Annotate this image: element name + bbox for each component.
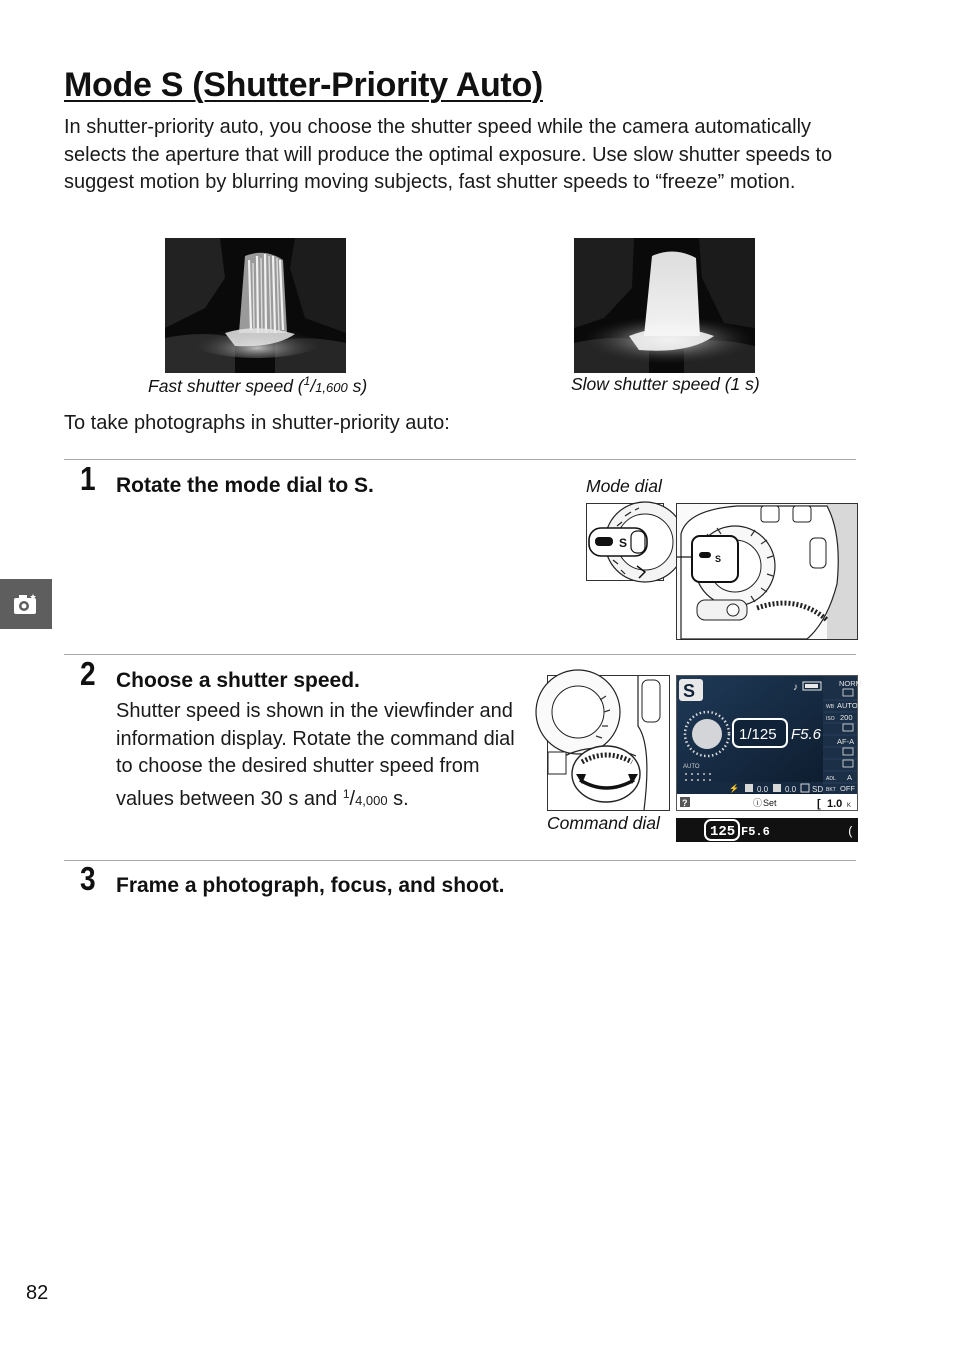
information-display [676,675,862,811]
svg-text:♪: ♪ [793,682,798,693]
slow-shutter-caption: Slow shutter speed (1 s) [571,374,760,394]
step-divider [64,654,856,655]
slow-shutter-photo [574,238,755,373]
step-divider [64,860,856,861]
display-set: Set [763,798,777,808]
mode-dial-closeup [586,503,664,581]
display-quality: NORM [839,679,862,688]
svg-text:S: S [715,554,722,564]
svg-text:ISO: ISO [826,716,835,722]
step-2-body: Shutter speed is shown in the viewfinder and information display. Rotate the command dial to choose the desired shutter speed from values between 30 s and $^1$/4,000 s. [116,700,515,810]
svg-text:ADL: ADL [826,776,836,782]
display-shots-unit: K [847,803,852,809]
display-auto: AUTO [683,764,700,770]
step-2-heading: Choose a shutter speed. [116,669,360,692]
command-dial-illustration [547,675,670,811]
section-tab [0,579,52,629]
camera-icon [13,593,39,615]
display-iso: 200 [840,713,853,722]
display-wb: AUTO [837,701,858,710]
lead-text: To take photographs in shutter-priority auto: [64,412,450,434]
svg-text:S: S [619,536,628,550]
svg-text:ⓘ: ⓘ [753,798,763,808]
fast-shutter-photo [165,238,346,373]
page-number: 82 [26,1282,49,1304]
step-2-number: 2 [80,655,96,692]
display-adl: A [847,773,853,782]
svg-text:BKT: BKT [826,787,836,793]
mode-dial-label: Mode dial [586,476,662,496]
fast-shutter-caption: Fast shutter speed ($^1$/1,600 s) [148,374,368,396]
step-1-heading: Rotate the mode dial to S. [116,474,374,497]
svg-text:⚡: ⚡ [729,784,739,793]
display-aperture: F5.6 [791,726,822,743]
svg-text:(: ( [847,825,855,839]
display-shutter: 1/125 [739,726,777,743]
display-card: SD [812,785,824,794]
viewfinder-shutter: 125 [710,824,736,840]
step-3-heading: Frame a photograph, focus, and shoot. [116,874,505,897]
display-bkt: OFF [840,784,855,793]
svg-text:[: [ [817,798,821,810]
camera-top-illustration [676,503,858,640]
display-mode: S [683,681,696,701]
page-title: Mode S (Shutter-Priority Auto) [64,66,543,104]
intro-paragraph: In shutter-priority auto, you choose the shutter speed while the camera automatically selects the aperture that will produce the optimal exposure. Use slow shutter speeds to suggest motion by blurring moving subjects, fast shutter speeds to “freeze” motion. [64,116,833,193]
svg-text:WB: WB [826,704,835,710]
step-3-number: 3 [80,860,96,897]
command-dial-label: Command dial [547,813,660,833]
display-help: ? [682,798,688,808]
display-shots: 1.0 [827,798,843,810]
viewfinder-aperture: F5.6 [741,825,770,839]
step-1-number: 1 [80,460,96,497]
viewfinder-display [676,818,858,842]
display-flash-comp: 0.0 [757,785,769,794]
step-divider [64,459,856,460]
display-exp-comp: 0.0 [785,785,797,794]
display-af: AF-A [837,737,855,746]
